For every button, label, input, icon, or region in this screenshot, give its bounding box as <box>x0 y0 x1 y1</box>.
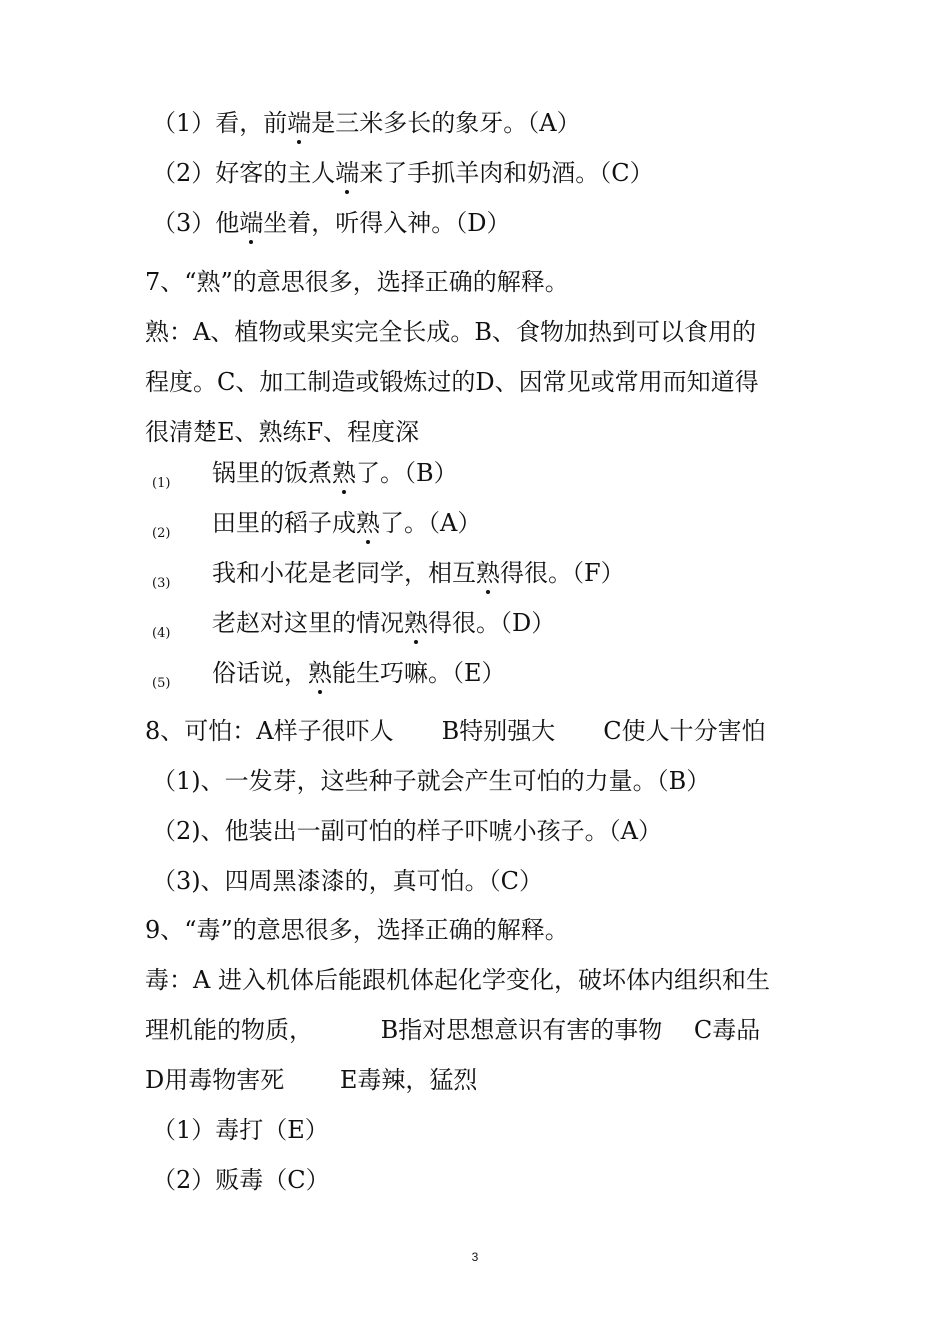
emphasis-dot-char: 熟 <box>308 659 332 687</box>
q7-item-4: 老赵对这里的情况熟得很。（D） <box>212 609 556 637</box>
q8-title: 8、可怕：A样子很吓人 B特别强大 C使人十分害怕 <box>145 717 766 745</box>
emphasis-dot-char: 熟 <box>332 459 356 487</box>
q9-definition-line-3: D用毒物害死 E毒辣，猛烈 <box>145 1066 478 1094</box>
q6-item-3: （3）他端坐着，听得入神。（D） <box>152 209 511 237</box>
q7-definition-line-1: 熟：A、植物或果实完全长成。B、食物加热到可以食用的 <box>145 318 756 346</box>
q7-item-2-number: (2) <box>152 526 171 541</box>
q7-item-4-number: (4) <box>152 626 171 641</box>
q9-title: 9、“毒”的意思很多，选择正确的解释。 <box>145 916 569 944</box>
emphasis-dot-char: 熟 <box>404 609 428 637</box>
q8-item-2: （2)、他装出一副可怕的样子吓唬小孩子。（A） <box>152 817 662 845</box>
q7-title: 7、“熟”的意思很多，选择正确的解释。 <box>145 268 569 296</box>
q7-item-5-number: (5) <box>152 676 171 691</box>
emphasis-dot-char: 端 <box>239 209 264 237</box>
q8-item-3: （3)、四周黑漆漆的，真可怕。（C） <box>152 867 543 895</box>
emphasis-dot-char: 端 <box>335 159 360 187</box>
q7-item-5: 俗话说，熟能生巧嘛。（E） <box>212 659 506 687</box>
q8-item-1: （1)、一发芽，这些种子就会产生可怕的力量。（B） <box>152 767 711 795</box>
page-number: 3 <box>471 1250 479 1264</box>
q6-item-1: （1）看，前端是三米多长的象牙。（A） <box>152 109 581 137</box>
emphasis-dot-char: 熟 <box>476 559 500 587</box>
q6-item-2: （2）好客的主人端来了手抓羊肉和奶酒。（C） <box>152 159 654 187</box>
q9-item-2: （2）贩毒（C） <box>152 1166 330 1194</box>
emphasis-dot-char: 端 <box>287 109 312 137</box>
emphasis-dot-char: 熟 <box>356 509 380 537</box>
q7-item-1: 锅里的饭煮熟了。（B） <box>212 459 458 487</box>
q9-definition-line-2: 理机能的物质， B指对思想意识有害的事物 C毒品 <box>145 1016 761 1044</box>
q7-item-2: 田里的稻子成熟了。（A） <box>212 509 482 537</box>
q9-item-1: （1）毒打（E） <box>152 1116 329 1144</box>
q7-definition-line-3: 很清楚E、熟练F、程度深 <box>145 418 420 446</box>
q7-item-3-number: (3) <box>152 576 171 591</box>
q7-item-3: 我和小花是老同学，相互熟得很。（F） <box>212 559 625 587</box>
q7-item-1-number: (1) <box>152 476 171 491</box>
q9-definition-line-1: 毒：A 进入机体后能跟机体起化学变化，破坏体内组织和生 <box>145 966 770 994</box>
q7-definition-line-2: 程度。C、加工制造或锻炼过的D、因常见或常用而知道得 <box>145 368 759 396</box>
